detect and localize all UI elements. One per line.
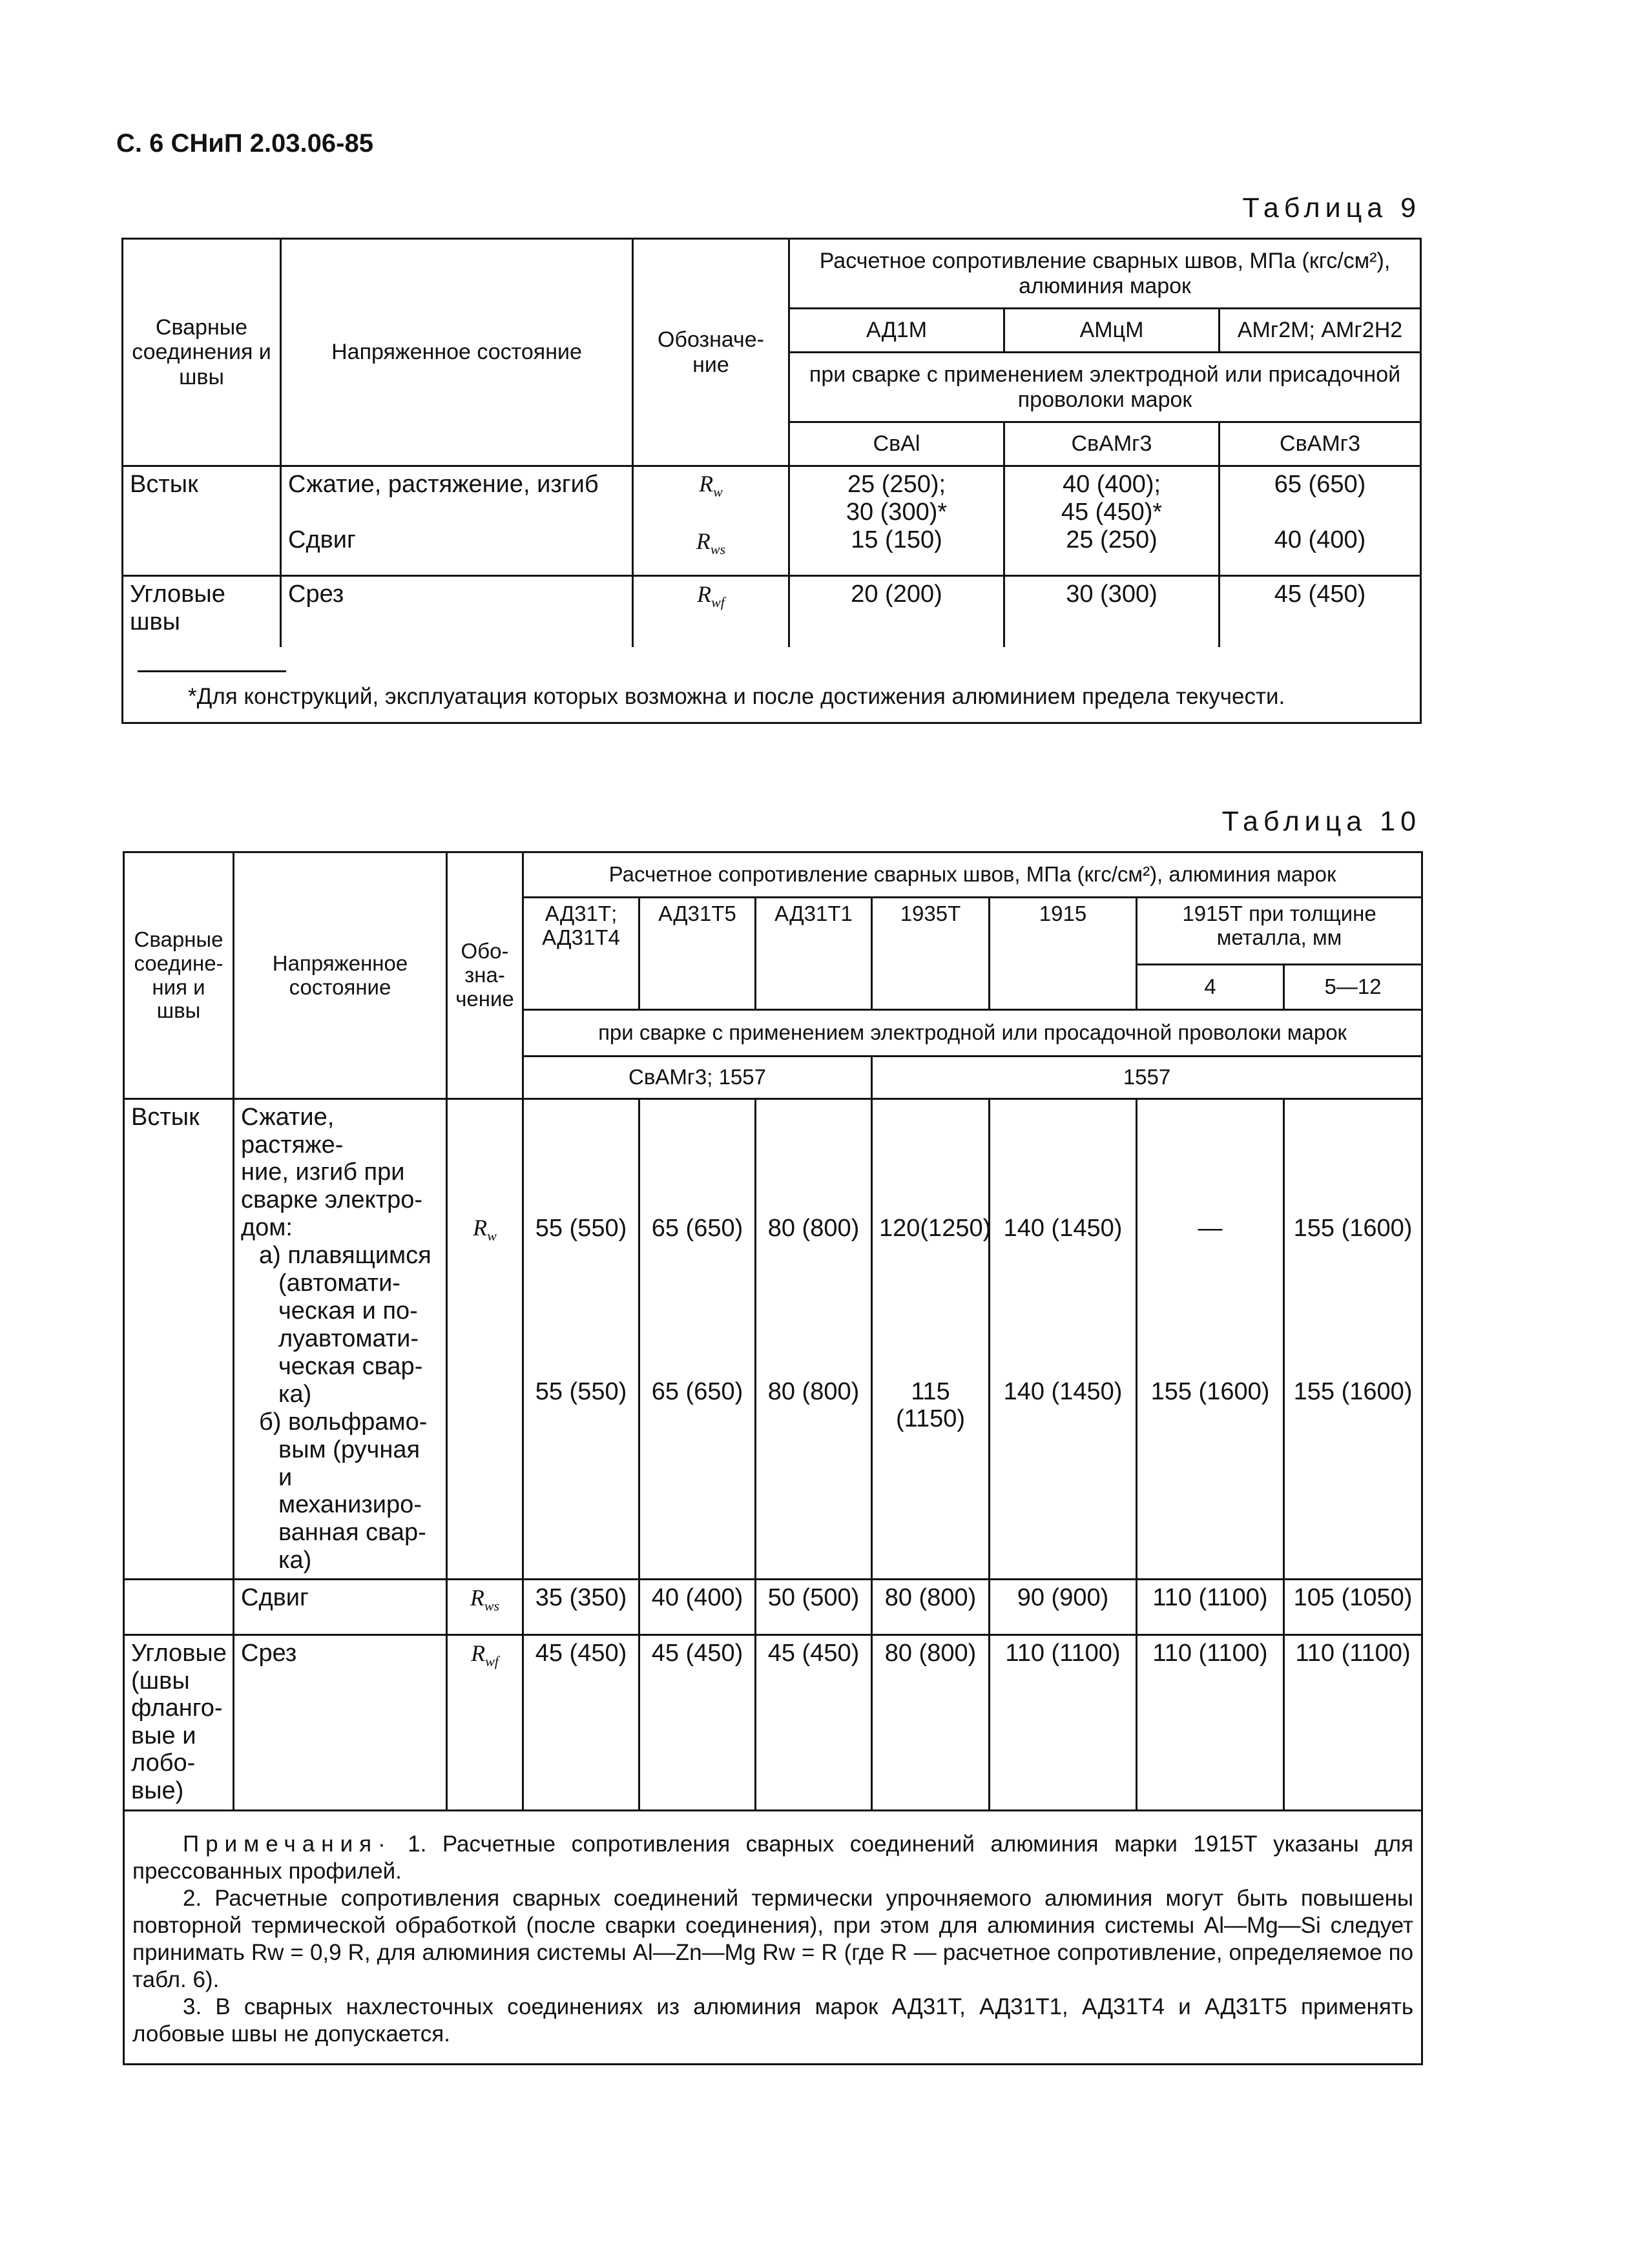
t9-butt-values-ad1m: 25 (250); 30 (300)* 15 (150) <box>789 466 1004 576</box>
t10-shear-value: 105 (1050) <box>1284 1580 1422 1635</box>
t9-grade: АМцМ <box>1004 309 1220 353</box>
t10-shear-symbol <box>447 1580 523 1635</box>
t10-shear-value: 35 (350) <box>523 1580 639 1635</box>
t10-shear-value: 90 (900) <box>990 1580 1137 1635</box>
t10-thickness: 5—12 <box>1284 965 1422 1010</box>
symbol-rws: $R_{ws}$ <box>696 528 726 557</box>
t9-butt-joint: Встык <box>123 466 281 576</box>
t10-shear-stress: Сдвиг <box>234 1580 447 1635</box>
t10-wire: 1557 <box>872 1057 1422 1099</box>
t10-butt-values: 55 (550) 55 (550) <box>523 1099 639 1580</box>
table9-caption: Таблица 9 <box>1242 192 1421 223</box>
t10-shear-joint-empty <box>124 1580 234 1635</box>
symbol-rw: $R_w$ <box>699 471 723 500</box>
t9-grade: АД1М <box>789 309 1004 353</box>
t9-fillet-value: 20 (200) <box>789 576 1004 647</box>
t10-grade: АД31Т5 <box>639 898 756 1010</box>
footnote-rule <box>138 670 286 672</box>
t9-stress-shear: Сдвиг <box>288 526 356 553</box>
t10-col-symbol: Обо-зна-чение <box>447 852 523 1099</box>
t9-grade: АМг2М; АМг2Н2 <box>1220 309 1421 353</box>
t10-butt-values: 140 (1450) 140 (1450) <box>990 1099 1137 1580</box>
t10-grade: 1935Т <box>872 898 990 1010</box>
t9-footnote-cell <box>123 647 1421 723</box>
t10-col-joint: Сварные соедине-ния и швы <box>124 852 234 1099</box>
t9-wire: СвАМг3 <box>1220 422 1421 466</box>
note-2: 2. Расчетные сопротивления сварных соединений термически упрочняемого алюминия могут быть повышены повторной термической обработкой (после сварки соединения), при этом для алюминия системы Al—Mg—Si следует принимать Rw = 0,9 R, для алюминия системы Al—Zn—Mg Rw = R (где R — расчетное сопротивление, определяемое по табл. 6). <box>132 1886 1414 1993</box>
table10-caption: Таблица 10 <box>1221 806 1421 837</box>
t10-notes <box>124 1811 1422 2065</box>
t10-butt-values: 65 (650) 65 (650) <box>639 1099 756 1580</box>
t9-wire: СвАМг3 <box>1004 422 1220 466</box>
t10-butt-values: 155 (1600) 155 (1600) <box>1284 1099 1422 1580</box>
t9-col-joint: Сварные соединения и швы <box>123 239 281 466</box>
t10-grade: АД31Т1 <box>756 898 872 1010</box>
t10-grade: АД31Т; АД31Т4 <box>523 898 639 1010</box>
t9-col-symbol: Обозначе-ние <box>633 239 789 466</box>
t10-butt-joint: Встык <box>124 1099 234 1580</box>
t10-shear-value: 80 (800) <box>872 1580 990 1635</box>
t10-wire-title: при сварке с применением электродной или просадочной проволоки марок <box>523 1010 1422 1057</box>
t10-grade-thickness: 1915Т при толщине металла, мм <box>1137 898 1422 965</box>
t10-shear-value: 50 (500) <box>756 1580 872 1635</box>
t9-fillet-joint: Угловые швы <box>123 576 281 647</box>
t9-wire: СвАl <box>789 422 1004 466</box>
t9-butt-symbol <box>633 466 789 576</box>
t10-fillet-value: 45 (450) <box>639 1635 756 1811</box>
t9-fillet-value: 45 (450) <box>1220 576 1421 647</box>
symbol-rw: $R_w$ <box>473 1215 497 1244</box>
t10-wire: СвАМг3; 1557 <box>523 1057 872 1099</box>
note-3: 3. В сварных нахлесточных соединениях из алюминия марок АД31Т, АД31Т1, АД31Т4 и АД31Т5 применять лобовые швы не допускается. <box>132 1994 1414 2047</box>
t10-col-stress: Напряженное состояние <box>234 852 447 1099</box>
t10-fillet-stress: Срез <box>234 1635 447 1811</box>
t10-shear-value: 110 (1100) <box>1137 1580 1284 1635</box>
t10-fillet-value: 110 (1100) <box>1284 1635 1422 1811</box>
t9-fillet-symbol <box>633 576 789 647</box>
t9-footnote: *Для конструкций, эксплуатация которых возможна и после достижения алюминием предела текучести. <box>188 683 1285 709</box>
t9-butt-values-amcm: 40 (400); 45 (450)* 25 (250) <box>1004 466 1220 576</box>
t9-butt-stress <box>281 466 633 576</box>
table9 <box>121 238 1422 724</box>
t9-group-title: Расчетное сопротивление сварных швов, МПа (кгс/см²), алюминия марок <box>789 239 1421 309</box>
t10-butt-stress: Сжатие, растяже- ние, изгиб при сварке электро- дом: а) плавящимся (автомати- ческая и по- луавтомати- ческая свар- ка) б) вольфрамо- вым (ручная и механизиро- ванная свар- ка) <box>234 1099 447 1580</box>
t10-fillet-value: 110 (1100) <box>990 1635 1137 1811</box>
t10-group-title: Расчетное сопротивление сварных швов, МПа (кгс/см²), алюминия марок <box>523 852 1422 898</box>
t9-wire-title: при сварке с применением электродной или присадочной проволоки марок <box>789 353 1421 422</box>
t10-fillet-value: 80 (800) <box>872 1635 990 1811</box>
t10-fillet-value: 110 (1100) <box>1137 1635 1284 1811</box>
t10-butt-values: 120(1250) 115 (1150) <box>872 1099 990 1580</box>
t10-fillet-symbol <box>447 1635 523 1811</box>
t10-grade: 1915 <box>990 898 1137 1010</box>
t9-col-stress: Напряженное состояние <box>281 239 633 466</box>
t10-fillet-value: 45 (450) <box>756 1635 872 1811</box>
t10-butt-symbol <box>447 1099 523 1580</box>
t10-shear-value: 40 (400) <box>639 1580 756 1635</box>
table10 <box>123 851 1423 2065</box>
symbol-rwf: $R_{wf}$ <box>697 581 725 611</box>
t10-butt-values: — 155 (1600) <box>1137 1099 1284 1580</box>
t9-butt-values-amg2m: 65 (650) 40 (400) <box>1220 466 1421 576</box>
note-1: Примечания· 1. Расчетные сопротивления сварных соединений алюминия марки 1915Т указаны для прессованных профилей. <box>132 1831 1414 1884</box>
t9-fillet-value: 30 (300) <box>1004 576 1220 647</box>
t10-butt-values: 80 (800) 80 (800) <box>756 1099 872 1580</box>
t10-fillet-joint: Угловые (швы фланго- вые и лобо- вые) <box>124 1635 234 1811</box>
t9-stress-compress: Сжатие, растяжение, изгиб <box>288 471 599 498</box>
t9-fillet-stress: Срез <box>281 576 633 647</box>
t10-fillet-value: 45 (450) <box>523 1635 639 1811</box>
symbol-rwf: $R_{wf}$ <box>471 1640 499 1670</box>
t10-thickness: 4 <box>1137 965 1284 1010</box>
page-header: С. 6 СНиП 2.03.06-85 <box>116 129 373 158</box>
symbol-rws: $R_{ws}$ <box>470 1585 500 1614</box>
